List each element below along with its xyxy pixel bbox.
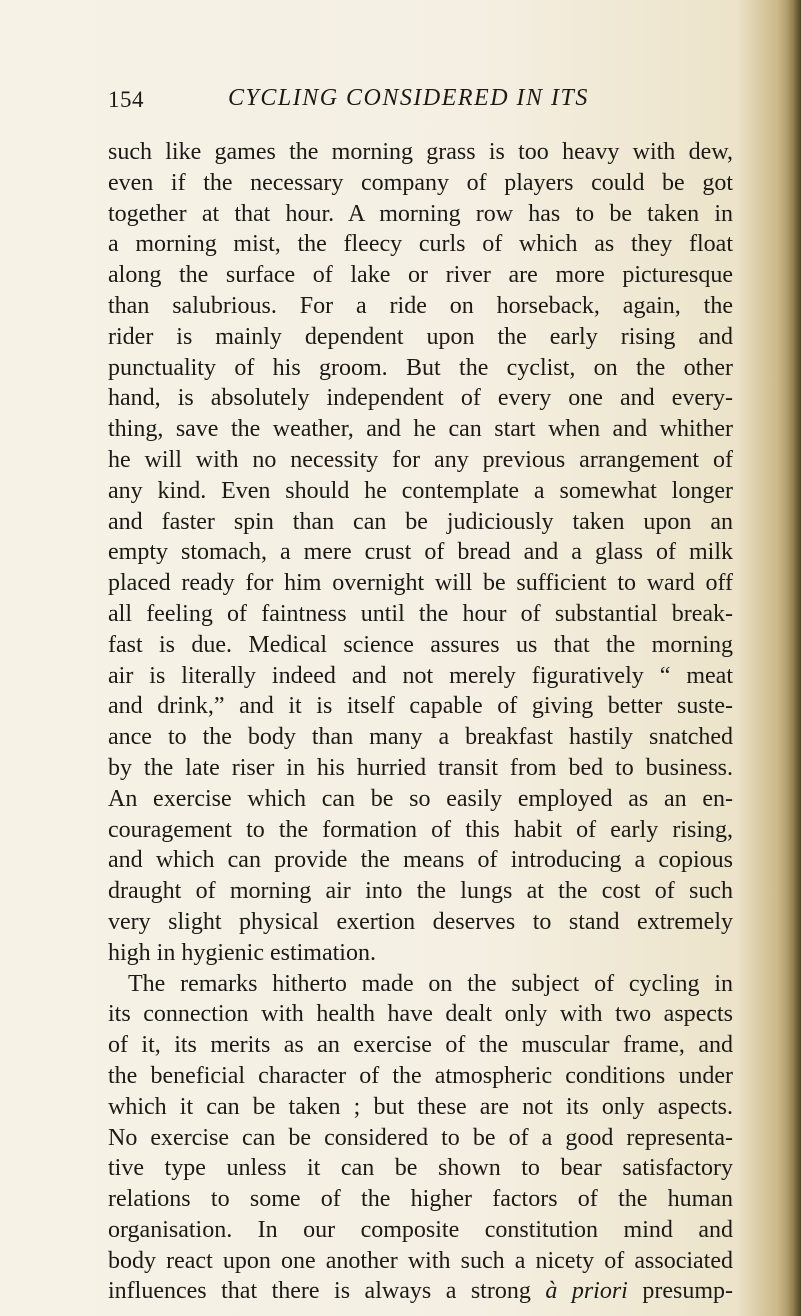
page-header [108, 85, 708, 117]
text-line: all feeling of faintness until the hour of substantial break- [108, 600, 733, 627]
text-segment: influences that there is always a strong [108, 1278, 531, 1305]
text-line: of it, its merits as an exercise of the muscular frame, and [108, 1032, 733, 1059]
text-line: relations to some of the higher factors of the human [108, 1186, 733, 1213]
page-edge [787, 0, 801, 1316]
text-segment: presump- [642, 1278, 733, 1305]
text-line: and which can provide the means of introducing a copious [108, 847, 733, 874]
text-line: along the surface of lake or river are more picturesque [108, 262, 733, 289]
text-line-paragraph-start: The remarks hitherto made on the subject of cycling in [128, 970, 733, 997]
text-line: any kind. Even should he contemplate a somewhat longer [108, 477, 733, 504]
text-line: fast is due. Medical science assures us that the morning [108, 631, 733, 658]
text-line: together at that hour. A morning row has to be taken in [108, 200, 733, 227]
text-line: thing, save the weather, and he can start when and whither [108, 416, 733, 443]
text-line: and faster spin than can be judiciously taken upon an [108, 508, 733, 535]
text-line: rider is mainly dependent upon the early rising and [108, 323, 733, 350]
text-line: the beneficial character of the atmospheric conditions under [108, 1062, 733, 1089]
text-line-with-italic [108, 1276, 733, 1307]
text-line: No exercise can be considered to be of a good representa- [108, 1124, 733, 1151]
text-line: even if the necessary company of players could be got [108, 169, 733, 196]
text-line: and drink,” and it is itself capable of giving better suste- [108, 693, 733, 720]
text-line: he will with no necessity for any previous arrangement of [108, 446, 733, 473]
text-line: body react upon one another with such a nicety of associated [108, 1247, 733, 1274]
text-line: punctuality of his groom. But the cyclist, on the other [108, 354, 733, 381]
text-line-paragraph-end: high in hygienic estimation. [108, 939, 376, 966]
text-line: than salubrious. For a ride on horseback, again, the [108, 292, 733, 319]
page-number: 154 [108, 87, 144, 112]
body-text [108, 137, 733, 1307]
text-line: couragement to the formation of this habit of early rising, [108, 816, 733, 843]
italic-phrase: à priori [545, 1278, 628, 1305]
text-line: draught of morning air into the lungs at the cost of such [108, 878, 733, 905]
text-line: An exercise which can be so easily employed as an en- [108, 785, 733, 812]
text-line: such like games the morning grass is too heavy with dew, [108, 139, 733, 165]
text-line: its connection with health have dealt only with two aspects [108, 1001, 733, 1028]
text-line: placed ready for him overnight will be sufficient to ward off [108, 570, 733, 597]
text-line: tive type unless it can be shown to bear satisfactory [108, 1155, 733, 1182]
text-line: organisation. In our composite constitution mind and [108, 1216, 733, 1243]
text-line: by the late riser in his hurried transit from bed to business. [108, 754, 733, 781]
text-line: air is literally indeed and not merely figuratively “ meat [108, 662, 733, 689]
text-line: hand, is absolutely independent of every one and every- [108, 385, 733, 412]
text-line: ance to the body than many a breakfast hastily snatched [108, 724, 733, 751]
text-line: which it can be taken ; but these are not its only aspects. [108, 1093, 733, 1120]
text-line: empty stomach, a mere crust of bread and a glass of milk [108, 539, 733, 566]
running-head: CYCLING CONSIDERED IN ITS [228, 85, 589, 111]
text-line: very slight physical exertion deserves to stand extremely [108, 908, 733, 935]
text-line: a morning mist, the fleecy curls of which as they float [108, 231, 733, 258]
